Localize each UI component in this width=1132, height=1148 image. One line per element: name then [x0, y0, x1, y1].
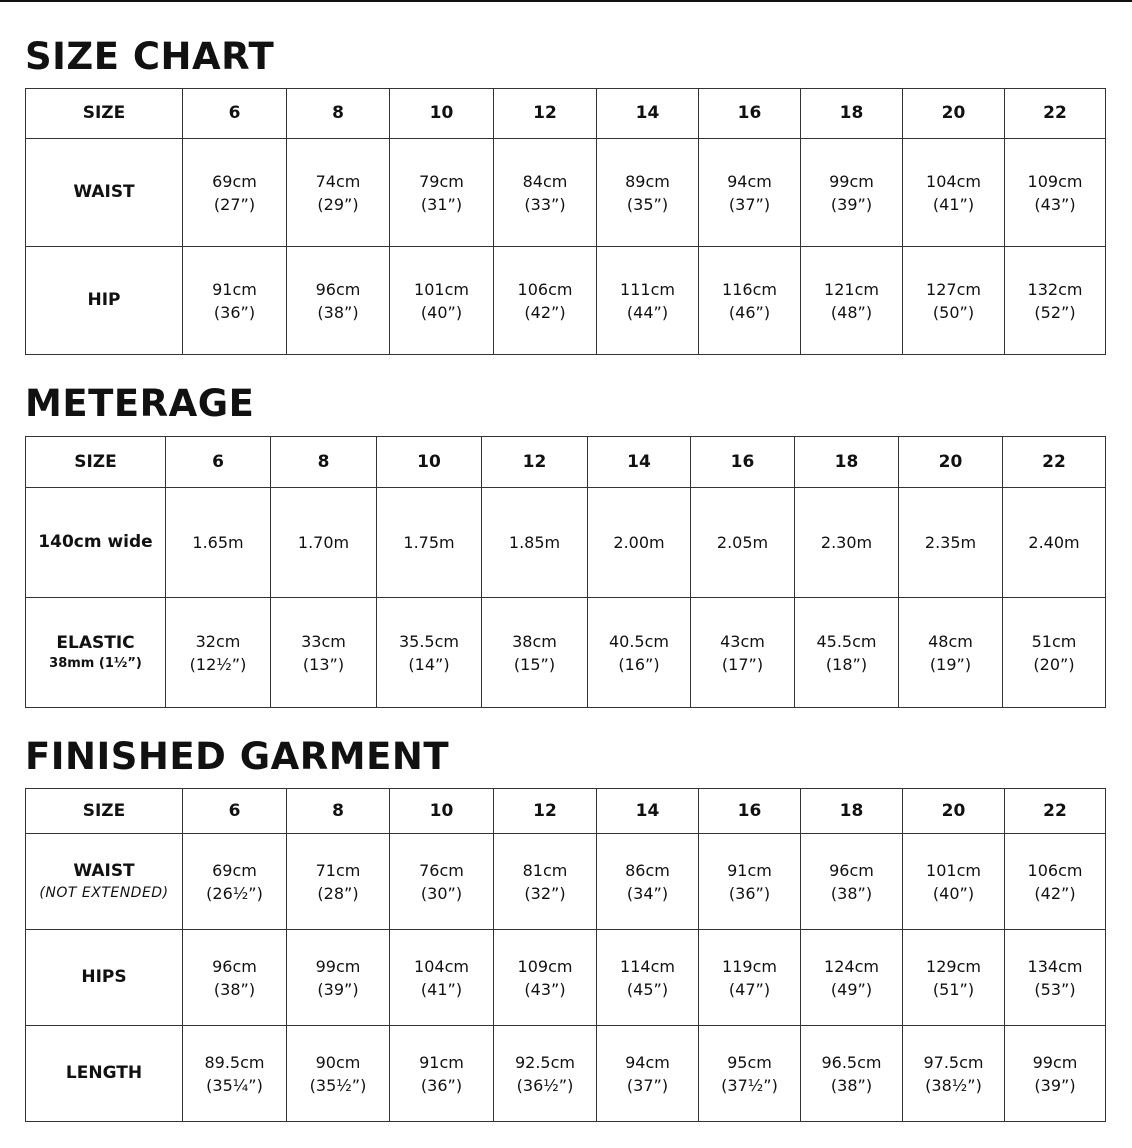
table-cell [183, 1026, 287, 1122]
cell-cm: 48cm [928, 631, 973, 651]
cell-in: (18”) [825, 654, 868, 674]
cell-cm: 51cm [1031, 631, 1077, 651]
table-cell [588, 598, 691, 708]
cell-cm: 33cm [301, 631, 346, 651]
cell-in: (39”) [830, 194, 873, 214]
table-cell [903, 139, 1005, 247]
table-cell [494, 834, 597, 930]
header-size-8: 8 [271, 437, 377, 488]
cell-cm: 91cm [419, 1052, 464, 1072]
meterage-header-row [26, 437, 1106, 488]
cell-cm: 106cm [1027, 860, 1083, 880]
table-cell: 1.70m [271, 488, 377, 598]
cell-in: (48”) [830, 302, 873, 322]
table-cell [390, 834, 494, 930]
finished-garment-title: FINISHED GARMENT [25, 735, 450, 778]
table-cell [287, 247, 390, 355]
table-cell [899, 598, 1003, 708]
cell-cm: 86cm [625, 860, 670, 880]
garment-length-row [26, 1026, 1106, 1122]
cell-cm: 91cm [727, 860, 772, 880]
header-size-22: 22 [1003, 437, 1106, 488]
table-cell: 2.00m [588, 488, 691, 598]
header-size-16: 16 [691, 437, 795, 488]
cell-cm: 89.5cm [204, 1052, 265, 1072]
hip-row [26, 247, 1106, 355]
table-cell [699, 834, 801, 930]
cell-cm: 114cm [620, 956, 675, 976]
waist-row [26, 139, 1106, 247]
meterage-title: METERAGE [25, 382, 255, 425]
table-cell [1005, 139, 1106, 247]
cell-cm: 91cm [212, 279, 257, 299]
cell-in: (38”) [317, 302, 359, 322]
header-size-16: 16 [699, 789, 801, 834]
cell-cm: 116cm [722, 279, 777, 299]
cell-in: (31”) [420, 194, 463, 214]
cell-cm: 79cm [419, 171, 464, 191]
cell-in: (49”) [830, 979, 873, 999]
cell-cm: 127cm [926, 279, 981, 299]
table-cell [166, 598, 271, 708]
cell-cm: 96cm [829, 860, 874, 880]
cell-cm: 96cm [315, 279, 361, 299]
header-size-6: 6 [183, 89, 287, 139]
cell-cm: 81cm [522, 860, 568, 880]
garment-waist-sublabel: (NOT EXTENDED) [39, 885, 169, 901]
header-size-14: 14 [597, 89, 699, 139]
cell-cm: 84cm [522, 171, 568, 191]
table-cell [390, 247, 494, 355]
table-cell [691, 598, 795, 708]
table-cell [801, 834, 903, 930]
cell-cm: 96.5cm [821, 1052, 882, 1072]
cell-cm: 111cm [620, 279, 675, 299]
cell-cm: 132cm [1027, 279, 1083, 299]
cell-in: (14”) [408, 654, 450, 674]
cell-in: (28”) [317, 883, 359, 903]
garment-hips-row [26, 930, 1106, 1026]
cell-in: (36”) [420, 1075, 463, 1095]
table-cell [183, 930, 287, 1026]
cell-in: (20”) [1033, 654, 1075, 674]
cell-cm: 74cm [315, 171, 361, 191]
header-size-22: 22 [1005, 89, 1106, 139]
cell-cm: 119cm [722, 956, 777, 976]
cell-cm: 76cm [419, 860, 464, 880]
cell-in: (45”) [626, 979, 669, 999]
cell-cm: 99cm [829, 171, 874, 191]
cell-cm: 95cm [727, 1052, 772, 1072]
table-cell [494, 247, 597, 355]
table-cell [1005, 834, 1106, 930]
cell-in: (37”) [626, 1075, 669, 1095]
header-size-6: 6 [166, 437, 271, 488]
cell-in: (35”) [626, 194, 669, 214]
table-cell [494, 930, 597, 1026]
table-cell [390, 930, 494, 1026]
header-size-18: 18 [801, 789, 903, 834]
garment-hips-label: HIPS [26, 930, 183, 1026]
cell-cm: 109cm [1027, 171, 1083, 191]
cell-in: (27”) [213, 194, 256, 214]
table-cell [390, 1026, 494, 1122]
cell-cm: 104cm [414, 956, 469, 976]
cell-in: (39”) [1034, 1075, 1076, 1095]
garment-length-label: LENGTH [26, 1026, 183, 1122]
cell-in: (15”) [513, 654, 556, 674]
table-cell [597, 834, 699, 930]
header-size-8: 8 [287, 789, 390, 834]
cell-cm: 121cm [824, 279, 879, 299]
hip-label: HIP [26, 247, 183, 355]
table-cell [287, 834, 390, 930]
cell-in: (36½”) [516, 1075, 574, 1095]
cell-in: (17”) [721, 654, 764, 674]
header-size-14: 14 [588, 437, 691, 488]
cell-in: (38”) [830, 1075, 873, 1095]
header-size-12: 12 [494, 789, 597, 834]
cell-in: (41”) [420, 979, 463, 999]
table-cell [597, 1026, 699, 1122]
table-cell [494, 139, 597, 247]
cell-in: (19”) [929, 654, 972, 674]
header-size-20: 20 [899, 437, 1003, 488]
cell-cm: 129cm [926, 956, 981, 976]
header-size-8: 8 [287, 89, 390, 139]
table-cell [903, 1026, 1005, 1122]
cell-cm: 38cm [512, 631, 557, 651]
table-cell [390, 139, 494, 247]
table-cell [903, 930, 1005, 1026]
table-cell [699, 930, 801, 1026]
header-size-10: 10 [390, 89, 494, 139]
cell-cm: 96cm [212, 956, 257, 976]
table-cell: 2.40m [1003, 488, 1106, 598]
garment-waist-row [26, 834, 1106, 930]
cell-in: (29”) [317, 194, 359, 214]
cell-cm: 101cm [414, 279, 469, 299]
cell-cm: 40.5cm [608, 631, 669, 651]
cell-in: (44”) [626, 302, 669, 322]
table-cell [597, 139, 699, 247]
header-size-6: 6 [183, 789, 287, 834]
table-cell: 1.65m [166, 488, 271, 598]
fabric-width-row [26, 488, 1106, 598]
cell-cm: 71cm [315, 860, 361, 880]
elastic-label-cell [26, 598, 166, 708]
cell-in: (35½”) [309, 1075, 367, 1095]
table-cell [494, 1026, 597, 1122]
table-cell: 1.85m [482, 488, 588, 598]
top-rule [0, 0, 1132, 2]
header-size-10: 10 [377, 437, 482, 488]
cell-in: (40”) [932, 883, 975, 903]
table-cell [801, 247, 903, 355]
elastic-label: ELASTIC [56, 633, 135, 653]
cell-cm: 43cm [720, 631, 765, 651]
cell-in: (41”) [932, 194, 975, 214]
cell-in: (50”) [932, 302, 975, 322]
cell-in: (52”) [1034, 302, 1076, 322]
size-chart-table [25, 88, 1106, 355]
table-cell [183, 247, 287, 355]
elastic-row [26, 598, 1106, 708]
waist-label: WAIST [26, 139, 183, 247]
table-cell [699, 247, 801, 355]
cell-in: (35¼”) [206, 1075, 263, 1095]
elastic-sublabel: 38mm (1½”) [49, 656, 142, 671]
table-cell [699, 139, 801, 247]
table-cell [801, 930, 903, 1026]
cell-cm: 124cm [824, 956, 879, 976]
cell-cm: 69cm [212, 171, 257, 191]
cell-cm: 106cm [517, 279, 573, 299]
cell-cm: 69cm [212, 860, 257, 880]
cell-in: (53”) [1034, 979, 1076, 999]
table-cell [903, 247, 1005, 355]
header-size: SIZE [26, 89, 183, 139]
table-cell [903, 834, 1005, 930]
fabric-width-label: 140cm wide [26, 488, 166, 598]
table-cell [377, 598, 482, 708]
header-size-20: 20 [903, 789, 1005, 834]
cell-in: (46”) [728, 302, 771, 322]
header-size-12: 12 [482, 437, 588, 488]
cell-cm: 35.5cm [398, 631, 459, 651]
cell-in: (37”) [728, 194, 771, 214]
cell-in: (12½”) [189, 654, 247, 674]
cell-in: (38”) [213, 979, 256, 999]
cell-in: (32”) [524, 883, 566, 903]
cell-in: (42”) [1034, 883, 1076, 903]
header-size-10: 10 [390, 789, 494, 834]
cell-cm: 104cm [926, 171, 981, 191]
table-cell: 2.35m [899, 488, 1003, 598]
meterage-table [25, 436, 1106, 708]
cell-in: (39”) [317, 979, 359, 999]
cell-in: (26½”) [206, 883, 263, 903]
cell-cm: 99cm [1032, 1052, 1078, 1072]
cell-cm: 94cm [625, 1052, 670, 1072]
cell-in: (16”) [618, 654, 660, 674]
header-size-20: 20 [903, 89, 1005, 139]
cell-in: (36”) [213, 302, 256, 322]
cell-cm: 92.5cm [514, 1052, 575, 1072]
garment-waist-label-cell [26, 834, 183, 930]
header-size-16: 16 [699, 89, 801, 139]
header-size: SIZE [26, 789, 183, 834]
table-cell [183, 834, 287, 930]
header-size-18: 18 [801, 89, 903, 139]
cell-in: (43”) [1034, 194, 1076, 214]
table-cell [597, 930, 699, 1026]
table-cell [801, 1026, 903, 1122]
cell-in: (38½”) [925, 1075, 982, 1095]
cell-in: (13”) [302, 654, 345, 674]
table-cell [699, 1026, 801, 1122]
cell-in: (40”) [420, 302, 463, 322]
table-cell [597, 247, 699, 355]
cell-cm: 89cm [625, 171, 670, 191]
cell-cm: 45.5cm [816, 631, 877, 651]
header-size-22: 22 [1005, 789, 1106, 834]
cell-in: (38”) [830, 883, 873, 903]
cell-in: (36”) [728, 883, 771, 903]
table-cell [795, 598, 899, 708]
cell-cm: 109cm [517, 956, 573, 976]
cell-in: (30”) [420, 883, 463, 903]
table-cell [1003, 598, 1106, 708]
cell-cm: 90cm [315, 1052, 361, 1072]
table-cell: 1.75m [377, 488, 482, 598]
cell-cm: 94cm [727, 171, 772, 191]
cell-cm: 97.5cm [923, 1052, 984, 1072]
cell-cm: 99cm [315, 956, 361, 976]
finished-garment-table [25, 788, 1106, 1122]
table-cell [801, 139, 903, 247]
header-size-18: 18 [795, 437, 899, 488]
cell-in: (42”) [524, 302, 566, 322]
garment-waist-label: WAIST [73, 861, 135, 881]
table-cell [287, 1026, 390, 1122]
table-cell [482, 598, 588, 708]
table-cell: 2.30m [795, 488, 899, 598]
table-cell [183, 139, 287, 247]
table-cell [287, 139, 390, 247]
cell-in: (51”) [932, 979, 975, 999]
cell-cm: 32cm [195, 631, 241, 651]
table-cell: 2.05m [691, 488, 795, 598]
cell-cm: 101cm [926, 860, 981, 880]
table-cell [1005, 930, 1106, 1026]
header-size-12: 12 [494, 89, 597, 139]
size-chart-title: SIZE CHART [25, 35, 275, 78]
cell-in: (47”) [728, 979, 771, 999]
header-size: SIZE [26, 437, 166, 488]
cell-in: (34”) [626, 883, 669, 903]
finished-garment-header-row [26, 789, 1106, 834]
cell-in: (43”) [524, 979, 566, 999]
table-cell [1005, 247, 1106, 355]
cell-in: (33”) [524, 194, 566, 214]
cell-cm: 134cm [1027, 956, 1083, 976]
size-chart-header-row [26, 89, 1106, 139]
header-size-14: 14 [597, 789, 699, 834]
table-cell [271, 598, 377, 708]
cell-in: (37½”) [721, 1075, 778, 1095]
table-cell [287, 930, 390, 1026]
table-cell [1005, 1026, 1106, 1122]
